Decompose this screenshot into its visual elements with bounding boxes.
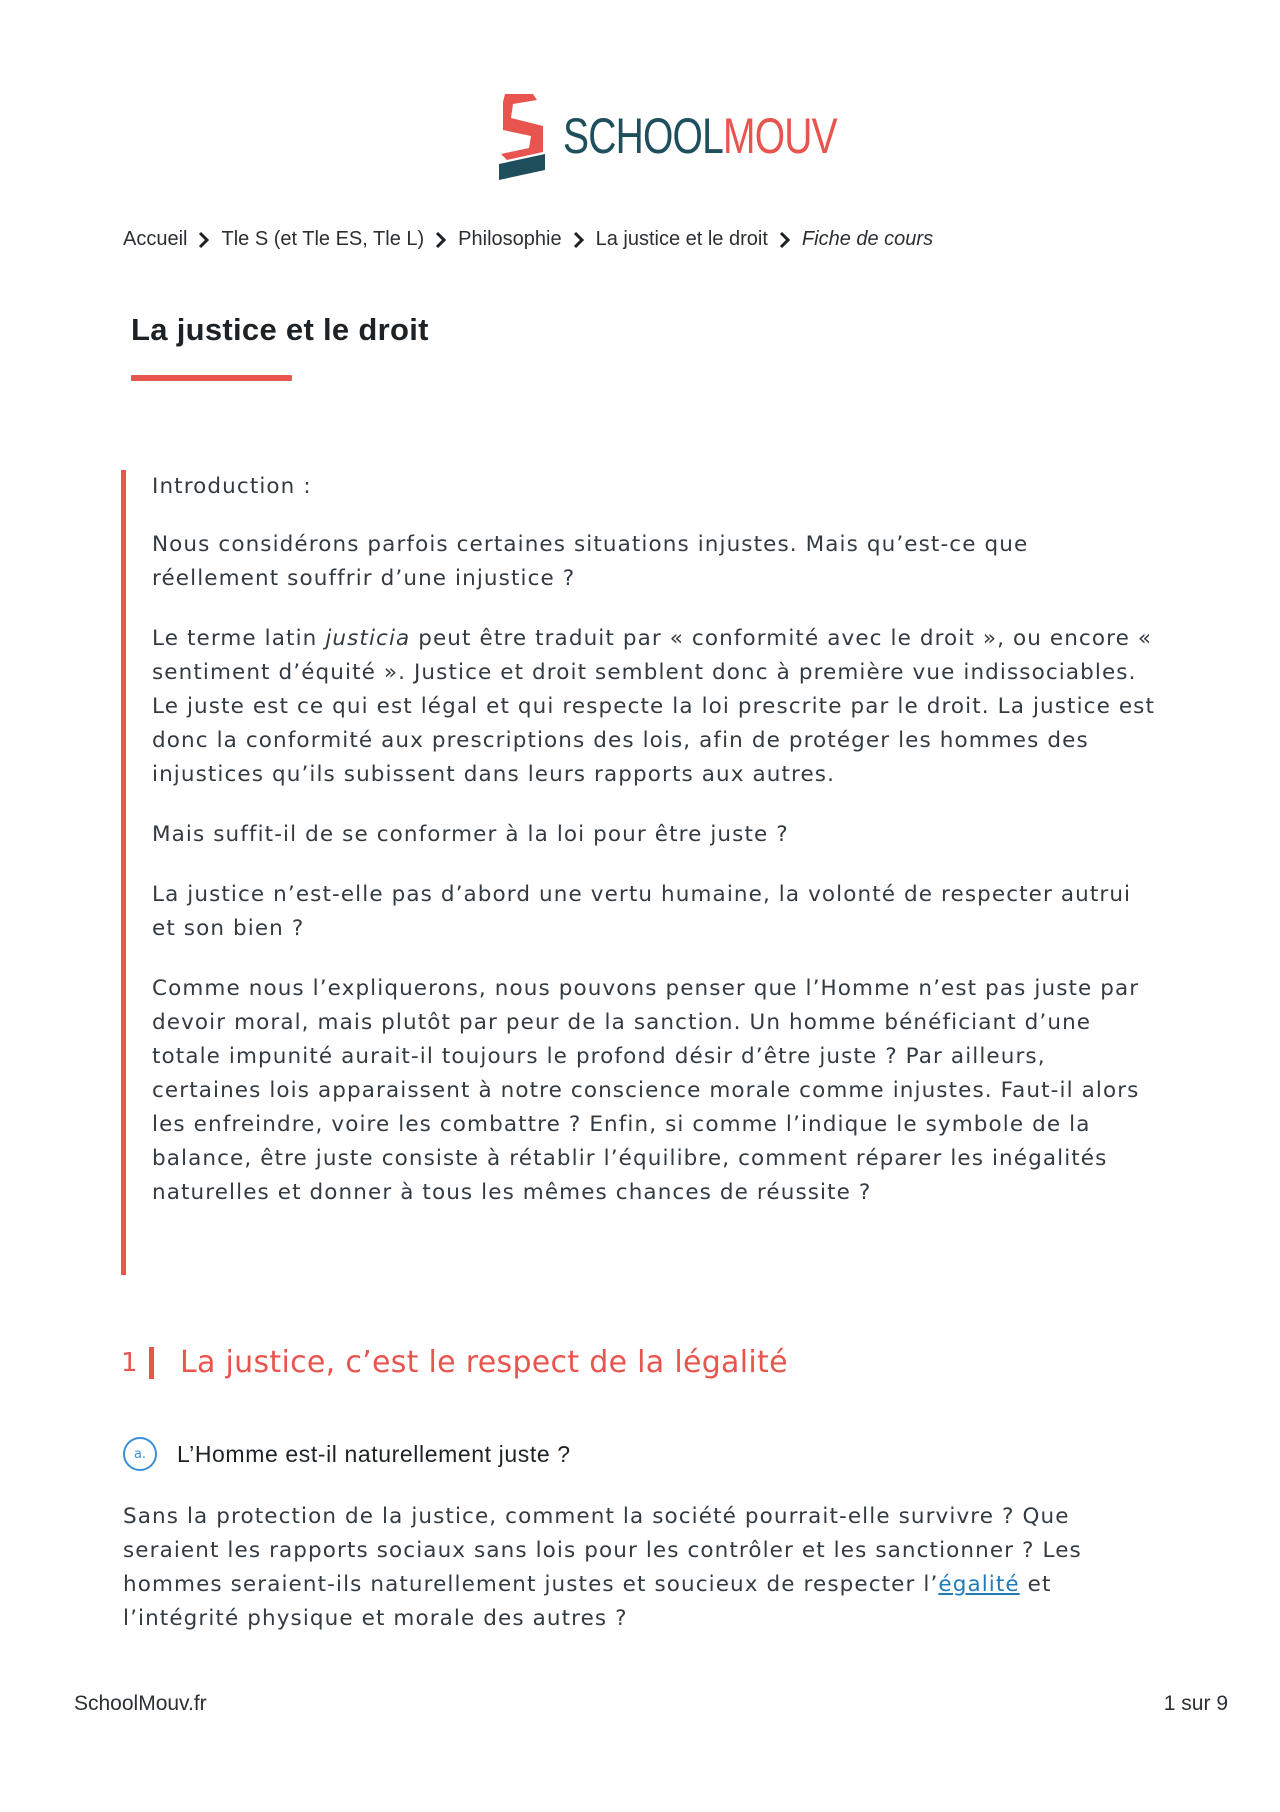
logo-s-icon [497,92,547,180]
breadcrumb-current: Fiche de cours [801,228,934,250]
logo-text-school: SCHOOL [563,108,724,164]
chevron-right-icon [187,231,221,249]
section-number: 1 [121,1347,138,1378]
section-divider-bar [149,1347,154,1379]
intro-paragraph-2 [152,622,1156,792]
footer-site: SchoolMouv.fr [74,1692,207,1715]
footer-page-number: 1 sur 9 [1163,1692,1228,1715]
chevron-right-icon [768,231,802,249]
subsection-a-paragraph [123,1500,1163,1636]
introduction-label: Introduction : [152,474,312,499]
intro-paragraph-5: Comme nous l’expliquerons, nous pouvons penser que l’Homme n’est pas juste par devoir moral, mais plutôt par peur de la sanction. Un homme bénéficiant d’une totale impunité aurait-il toujours le profond désir d’être juste ? Par ailleurs, certaines lois apparaissent à notre conscience morale comme injustes. Faut-il alors les enfreindre, voire les combattre ? Enfin, si comme l’indique le symbole de la balance, être juste consiste à rétablir l’équilibre, comment réparer les inégalités naturelles et donner à tous les mêmes chances de réussite ? [152,976,1140,1205]
breadcrumb-item-subject[interactable]: Philosophie [458,228,562,250]
schoolmouv-logo[interactable] [497,92,914,180]
breadcrumb-item-accueil[interactable]: Accueil [123,228,188,250]
intro-p2-after: peut être traduit par « conformité avec le droit », ou encore « sentiment d’équité ». Justice et droit semblent donc à première vue indissociables. Le juste est ce qui est légal et qui respecte la loi prescrite par le droit. La justice est donc la conformité aux prescriptions des lois, afin de protéger les hommes des injustices qu’ils subissent dans leurs rapports aux autres. [152,626,1155,787]
introduction-block [121,470,1156,1275]
page-title: La justice et le droit [131,312,429,347]
chevron-right-icon [424,231,458,249]
breadcrumb [123,228,933,251]
logo-text-mouv: MOUV [723,108,837,164]
chevron-right-icon [562,231,596,249]
breadcrumb-item-chapter[interactable]: La justice et le droit [595,228,768,250]
section-1-heading [121,1345,788,1380]
paragraph-text-before: Sans la protection de la justice, comment la société pourrait-elle survivre ? Que seraient les rapports sociaux sans lois pour les contrôler et les sanctionner ? Les hommes seraient-ils naturellement justes et soucieux de respecter l’ [123,1504,1082,1597]
intro-p2-before: Le terme latin [152,626,326,651]
paragraph-text-after: et l’intégrité physique et morale des autres ? [123,1572,1052,1631]
intro-paragraph-3: Mais suffit-il de se conformer à la loi pour être juste ? [152,822,789,847]
subsection-a-heading [123,1437,571,1471]
title-underline [131,375,292,381]
intro-p2-latin-term: justicia [325,626,411,651]
breadcrumb-item-level[interactable]: Tle S (et Tle ES, Tle L) [221,228,425,250]
egalite-link[interactable]: égalité [938,1572,1020,1597]
subsection-badge: a. [123,1437,157,1471]
intro-paragraph-4: La justice n’est-elle pas d’abord une vertu humaine, la volonté de respecter autrui et son bien ? [152,882,1132,941]
intro-paragraph-1: Nous considérons parfois certaines situations injustes. Mais qu’est-ce que réellement souffrir d’une injustice ? [152,532,1029,591]
subsection-title: L’Homme est-il naturellement juste ? [177,1440,571,1467]
logo-wordmark [563,107,837,165]
section-title: La justice, c’est le respect de la légalité [180,1345,788,1380]
